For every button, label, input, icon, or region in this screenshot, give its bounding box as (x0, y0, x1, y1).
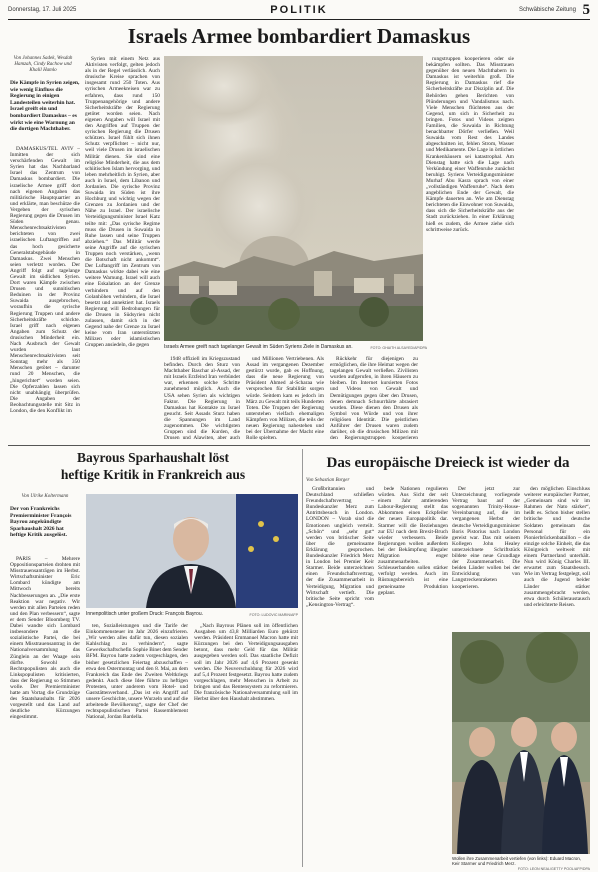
text-column: Der jetzt zur Unterzeichnung vorliegende Vertrag baut auf der sogenannten Trinity-House-Vereinbarung auf, die im vergangenen Herbst der deutsche Verteidigungsminister Boris Pistorius nach London gereist war. Das mit seinem Kollegen John Healey unterzeichnete Schriftstück bildete eine neue Grundlage der Zusammenarbeit. Die beiden Länder wollen bei der Entwicklung von Langstreckenraketen kooperieren. (452, 486, 520, 590)
photo-credit-bayrou: FOTO: LUDOVIC MARIN/AFP (249, 613, 298, 617)
photo-caption-damaskus: Israels Armee greift nach tagelanger Gewalt im Süden Syriens Ziele in Damaskus an. (164, 344, 353, 350)
photo-caption-bayrou: Innenpolitisch unter großem Druck: François Bayrou. (86, 611, 203, 617)
text-column: DAMASKUS/TEL AVIV – Inmitten der sich verschärfenden Gewalt im Syrien hat das Nachbarland Israel das Zentrum von Damaskus bombardiert. Die israelische Armee griff dort nach eigenen Angaben das militärische Hauptquartier an und erklärte, man beschütze die Vergeben der syrischen Regierung gegen die Drusen im Süden genau. Menschenrechtsaktivisten berichteten von zwei israelischen Luftangriffen auf das hoch gesicherte Generalstabsgebäude in Damaskus. Zwei Menschen seien verletzt worden. Der Angriff folgt auf tagelange Gewalt im südlichen Syrien. Dort waren Kämpfe zwischen Drusen und sunnitischen Beduinen in der Provinz Suwaida ausgebrochen, woraufhin die syrische Regierung Truppen und andere Sicherheitskräfte schickte. Israel griff nach eigenen Angaben zum Schutz der drusischen Minderheit ein. Nach Ausbruch der Gewalt wurden laut Menschenrechtsaktivisten seit Sonntag mehr als 350 Menschen getötet – darunter rund 20 Menschen, die „hingerichtet“ worden seien. Die Opferzahlen lassen sich nicht unabhängig überprüfen. Die Angaben der Beobachtungsstelle mit Sitz in London, die den Konflikt im (10, 146, 80, 415)
photo-credit-damaskus: FOTO: GHAITH ALSAYED/AP/DPA (370, 346, 427, 350)
article-divider (8, 445, 590, 446)
byline-bayrou: Von Ulrike Koltermann (21, 494, 69, 499)
page-header (8, 4, 590, 18)
photo-damaskus-smoke (164, 56, 423, 341)
text-column: rungstruppen kooperieren oder sie bekämpfen sollten. Das Misstrauen gegenüber den neuen Machthabern in Damaskus ist weiterhin groß. Die Regierung in Damaskus rief die Sicherheitskräfte zur Disziplin auf. Die Behörden gehen Berichten von Plünderungen und Vandalismus nach. Viele Menschen flüchteten aus der Gegend, um sich in Sicherheit zu bringen. Fotos und Videos zeigten Familien, die Suwaida in Richtung benachbarter Dörfer verließen. Weil Suwaida vom Rest des Landes abgeschnitten ist, fehlen Strom, Wasser und Medikamente. Die Lage in örtlichen Krankenhäusern sei katastrophal. Am Dienstag hatte sich die Lage nach Verkündung einer Waffenruhe zunächst beruhigt. Syriens Verteidigungsminister Murhaf Abu Kasra sprach von einer „vollständigen Waffenruhe“. Nach dem angeblichen Ende der Gewalt, die Kämpfe dauerten an. Wie am Dienstag berichteten die Einwohner von Suwaida, dass sich die Sicherheitskräfte aus der Stadt zurückziehen. In einer Erklärung hieß es zudem, die Armee ziehe sich schrittweise zurück. (426, 56, 514, 233)
photo-caption-leaders: Wollen ihre Zusammenarbeit vertiefen (von links): Eduard Macron, Keir Starmer und Friedrich Merz. (452, 856, 582, 866)
byline-dreieck: Von Sebastian Borger (306, 478, 350, 483)
header-date: Donnerstag, 17. Juli 2025 (8, 7, 77, 13)
header-section: POLITIK (270, 4, 328, 16)
headline-dreieck: Das europäische Dreieck ist wieder da (326, 455, 570, 471)
byline-damaskus: Von Johannes Sadek, Wesdah Hamzah, Cindy Rachow und Khalil Hamlo (13, 56, 73, 73)
photo-leaders (452, 632, 590, 854)
text-column: Großbritannien und Deutschland schließen Freundschaftsvertrag – Bundeskanzler Merz zum Antrittsbesuch in London. LONDON – Vorab sind die Emotionen ungleich verteilt. „Schön“ und „sehr gut“ werden von britischer Seite über die gemeinsame Erklärung gesprochen. Bundeskanzler Friedrich Merz in London bei Premier Keir Starmer. Beide unterzeichnen einen Freundschaftsvertrag, der die Zusammenarbeit in Verteidigung, Migration und Wirtschaft vertieft. Die britische Seite spricht vom „Kensington-Vertrag“. (306, 486, 374, 608)
text-column: bede Nationen regulieren würden. Aus Sicht der seit einem Jahr amtierenden Labour-Regierung stellt das Abkommen einen Eckpfeiler der neuen Europapolitik dar. Starmer will die Beziehungen zur EU nach dem Brexit-Bruch wieder verbessern. Beide Regierungen wollen außerdem bei der Bekämpfung illegaler Migration enger zusammenarbeiten. Schleuserbanden sollen stärker verfolgt werden. Auch im Rüstungsbereich ist eine gemeinsame Produktion geplant. (378, 486, 448, 596)
header-page-number: 5 (582, 2, 590, 18)
lead-damaskus: Die Kämpfe in Syrien zeigen, wie wenig Einfluss die Regierung in einigen Landesteilen weiterhin hat. Israel greift ein und bombardiert Damaskus – es wirkt wie eine Warnung an die dortigen Machthaber. (10, 80, 80, 133)
headline-bayrou: Bayrous Sparhaushalt löst heftige Kritik in Frankreich aus (60, 450, 246, 482)
header-paper-name: Schwäbische Zeitung (518, 7, 576, 13)
header-rule (8, 19, 590, 20)
text-column: und Millionen Vertriebenen. Als Assad im vergangenen Dezember gestürzt wurde, gab es Hoffnung, dass die neue Regierung von Präsident Ahmed al-Scharaa wie versprochen für Stabilität sorgen würde. Seitdem kam es jedoch im März zu Gewalt mit teils Hunderten Toten. Die Truppen der Regierung unterstehen vielfach ehemaligen Kämpfern von Milizen, die teils der neuen Regierung nahestehen und bei der Übernahme der Macht eine Rolle spielten. (246, 356, 324, 441)
text-column: 1948 offiziell im Kriegszustand befinden. Durch den Sturz von Machthaber Baschar al-Assad, der mit Israels Erzfeind Iran verbündet war, erkennen solche Schritte zunehmend möglich. Auch die USA sehen Syrien als wichtigen Faktor. Die Regierung in Damaskus hat Kontakte zu Israel gesucht. Seit Assads Sturz haben die Spannungen im Land zugenommen. Die wichtigsten Gruppen sind die Kurden, die Drusen und Alawiten, aber auch (164, 356, 240, 441)
text-column: Rückkehr für diejenigen zu ermöglichen, die ihre Heimat wegen der tagelangen Gewalt verließen. Zivilisten wurden aufgerufen, in ihren Häusern zu bleiben. Im Internet kursierten Fotos und Videos von Gewalt und Demütigungen gegen über den Drusen, denen demnach Schnurrbärte abrasiert wurden. Diese dienen den Drusen als Symbol von Würde und von ihrer religiösen Identität. Die geistlichen Anführer der Drusen waren zudem darüber, ob die drusischen Milizen mit den Regierungstruppen kooperieren (330, 356, 418, 441)
photo-bayrou (86, 494, 298, 608)
headline-damaskus: Israels Armee bombardiert Damaskus (127, 24, 471, 48)
lead-bayrou: Der von Frankreichs Premierminister François Bayrou angekündigte Sparhaushalt 2026 hat heftige Kritik ausgelöst. (10, 506, 72, 539)
text-column: PARIS – Mehrere Oppositionsparteien drohten mit Misstrauensanträgen im Herbst. Wirtschaftsminister Eric Lombard kündigte am Mittwoch bereits Nachbesserungen an. „Die erste Reaktion war negativ. Wir werden mit allen Parteien reden und den Plan verbessern“, sagte er dem Sender Bloomberg TV. Dabei wandte sich Lombard insbesondere an die sozialistische Partei, die bei einem Misstrauensantrag in der Nationalversammlung das Zünglein an der Waage sein dürfte. Sowohl die Rechtspopulisten als auch die Linkspopulisten kritisierten, dass der Regierung so Stimmen wolle. Der Premierminister hatte am Vortag die Grundzüge des Staatshaushalts für 2026 vorgestellt und das Land auf deutliche Kürzungen eingestimmt. (10, 556, 80, 721)
photo-credit-leaders: FOTO: LEON NEAL/GETTY POOL/AFP/DPA (517, 867, 590, 871)
text-column: den möglichen Einschluss weiterer europäischer Partner, „Gemeinsam sind wir im Rahmen der Nato stärker“, heißt es. Schon bisher stellen britische und deutsche Soldaten gemeinsam das Personal für ein Pionierbrückenbataillon – die einzige solche Einheit, die das Königreich weltweit mit einem Partnerland unterhält. Nun wird König Charles III. erwartet zum Staatsbesuch. Wie im Vertrag festgelegt, soll auch die Jugend beider Länder stärker zusammengebracht werden, etwa durch Schüleraustausch und erleichterte Reisen. (524, 486, 590, 608)
text-column: ten, Sozialleistungen und die Tarife der Einkommensteuer im Jahr 2026 einzufrieren. „Wir werden alles dafür tun, diesen sozialen Kahlschlag zu verhindern“, sagte Gewerkschaftschefin Sophie Binet dem Sender BFM. Bayrou hatte zudem vorgeschlagen, den bisher gesetzlichen Feiertag abzuschaffen – etwa den Ostermontag und den 8. Mai, an dem Frankreich das Ende des Zweiten Weltkriegs gedenkt. Auch diese Idee führte zu heftigen Protesten, unter anderem vom Hotel- und Gaststättenverband. „Das ist ein Angriff auf unsere Geschichte, unsere Wurzeln und auf die arbeitende Bevölkerung“, sagte der Chef der rechtspopulistischen Partei Rassemblement National, Jordan Bardella. (86, 623, 188, 721)
column-divider (302, 449, 303, 867)
text-column: „Nach Bayrous Plänen soll im öffentlichen Ausgaben um 43,8 Milliarden Euro gekürzt werden. Präsident Emmanuel Macron hatte mit Kürzungen bei den Verteidigungsausgaben betont, dass mehr Geld für das Militär ausgegeben werden soll. Das staatliche Defizit soll im Jahr 2026 auf 4,6 Prozent gesenkt werden. Die Neuverschuldung für 2026 wird auf 5,4 Prozent festgesetzt. Bayrou hatte zudem vorgeschlagen, mehr Menschen in Arbeit zu bringen und das Rentensystem zu reformieren. Die französische Nationalversammlung soll im Herbst über den Haushalt abstimmen. (194, 623, 298, 703)
text-column: Syrien mit einem Netz aus Aktivisten verfolgt, gelten jedoch als in der Regel verlässlich. Auch drusische Kreise sprachen von insgesamt rund 250 Toten. Aus syrischen Armeekreisen war zu erfahren, dass rund 150 Truppenangehörige und andere Sicherheitskräfte der Regierung getötet worden seien. Nach eigenen Angaben will Israel mit den Angriffen auf Truppen der syrischen Regierung die Drusen schützen. Israel fühlt sich ihnen Schutz verpflichtet – nicht nur, weil viele Drusen im israelischen Militär dienen. Sie sind eine religiöse Minderheit, die aus dem schiitischen Islam hervorging, und leben mehrheitlich in Syrien, aber auch in Israel, dem Libanon und Jordanien. Die syrische Provinz Suwaida im Süden ist ihre Hochburg und wichtig wegen der Grenzen zu Jordanien und der Nähe zu Israel. Der israelische Verteidigungsminister Israel Katz teilte mit: „Das syrische Regime muss die Drusen in Suwaida in Ruhe lassen und seine Truppen abziehen.“ Das Militär werde seine Angriffe auf die syrischen Truppen noch verstärken, „wenn die Botschaft nicht ankommt“. Der Luftangriff im Zentrum von Damaskus wirkte dabei wie eine weitere Warnung. Israel will auch eine Eskalation an der Grenze verhindern und auf den Golanhöhen verhindern, die Israel besetzt und annektiert hat. Israels Regierung will Bedrohungen für die Drusen in Südsyrien nicht zulassen, damit sich in der Gegend nahe der Grenze zu Israel keine vom Iran unterstützten Milizen oder islamistischen Gruppen ansiedeln, die gegen (85, 56, 160, 349)
